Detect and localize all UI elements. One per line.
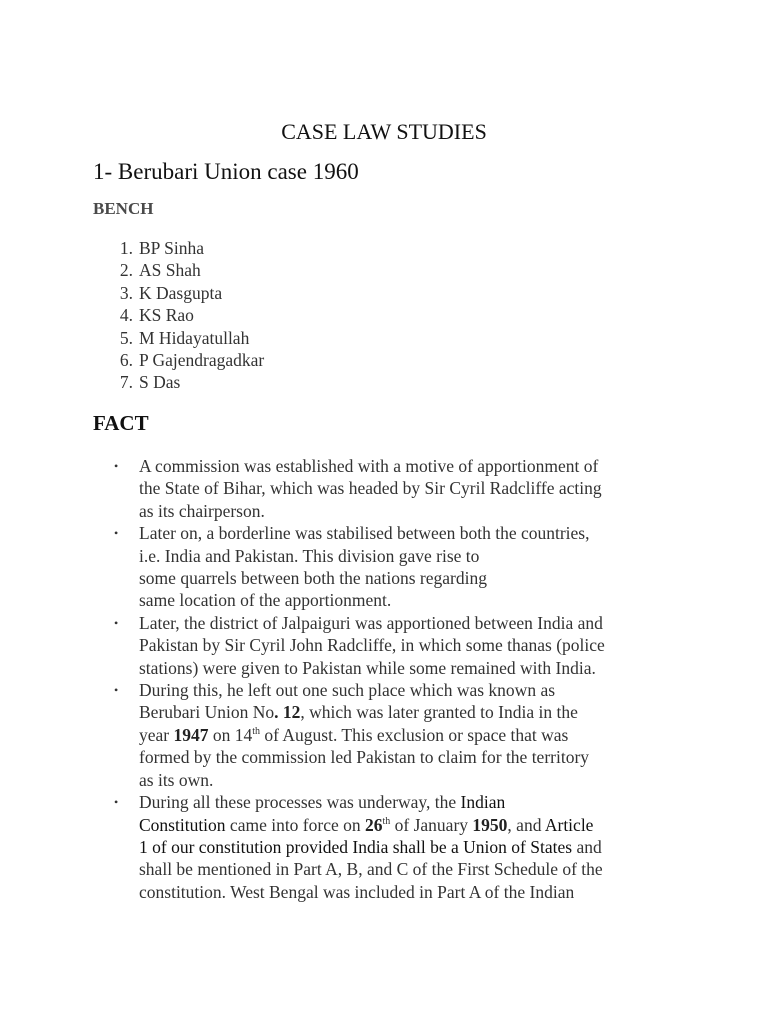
bullet-icon: • [114,683,119,698]
bullet-icon: • [114,526,119,541]
judge-name: P Gajendragadkar [139,350,265,371]
bench-item: 6. P Gajendragadkar [119,350,265,371]
bench-item: 1. BP Sinha [119,238,204,258]
bench-heading: BENCH [93,199,154,218]
judge-name: AS Shah [139,260,201,281]
bullet-icon: • [114,459,119,473]
bullet-icon: • [114,615,119,630]
fact-item: • During this, he left out one such place which was known as Berubari Union No. 12, which was later granted to India in the year 1947 on 14th of August. This exclusion or space that was formed by the commission led Pakistan to claim for the territory as its own. [114,680,590,790]
bench-item: 2. AS Shah [119,260,201,281]
bench-item: 4. KS Rao [119,305,194,326]
bench-item: 3. K Dasgupta [119,282,223,303]
fact-item: • A commission was established with a motive of apportionment of the State of Bihar, which was headed by Sir Cyril Radcliffe acting as its chairperson. [114,456,602,521]
fact-list [110,455,675,903]
fact-item: • Later, the district of Jalpaiguri was apportioned between India and Pakistan by Sir Cyril John Radcliffe, in which some thanas (police stations) were given to Pakistan while some remained with India. [114,612,605,678]
judge-name: K Dasgupta [139,282,223,303]
judge-name: M Hidayatullah [139,327,250,348]
bench-item: 5. M Hidayatullah [119,327,250,348]
fact-heading: FACT [93,411,149,435]
fact-item: • Later on, a borderline was stabilised between both the countries, i.e. India and Pakistan. This division gave rise to some quarrels between both the nations regarding same location of the apportionment. [114,523,590,611]
bench-item: 7. S Das [119,372,181,393]
document-title: CASE LAW STUDIES [281,119,487,144]
bench-list [93,237,264,394]
judge-name: S Das [139,372,181,393]
judge-name: BP Sinha [139,238,204,258]
judge-name: KS Rao [139,305,194,326]
fact-item: • During all these processes was underway, the Indian Constitution came into force on 26th of January 1950, and Article 1 of our constitution provided India shall be a Union of States and shall be mentioned in Part A, B, and C of the First Schedule of the constitution. West Bengal was included in Part A of the Indian [114,792,603,902]
case-heading: 1- Berubari Union case 1960 [93,159,359,184]
bullet-icon: • [114,795,119,810]
